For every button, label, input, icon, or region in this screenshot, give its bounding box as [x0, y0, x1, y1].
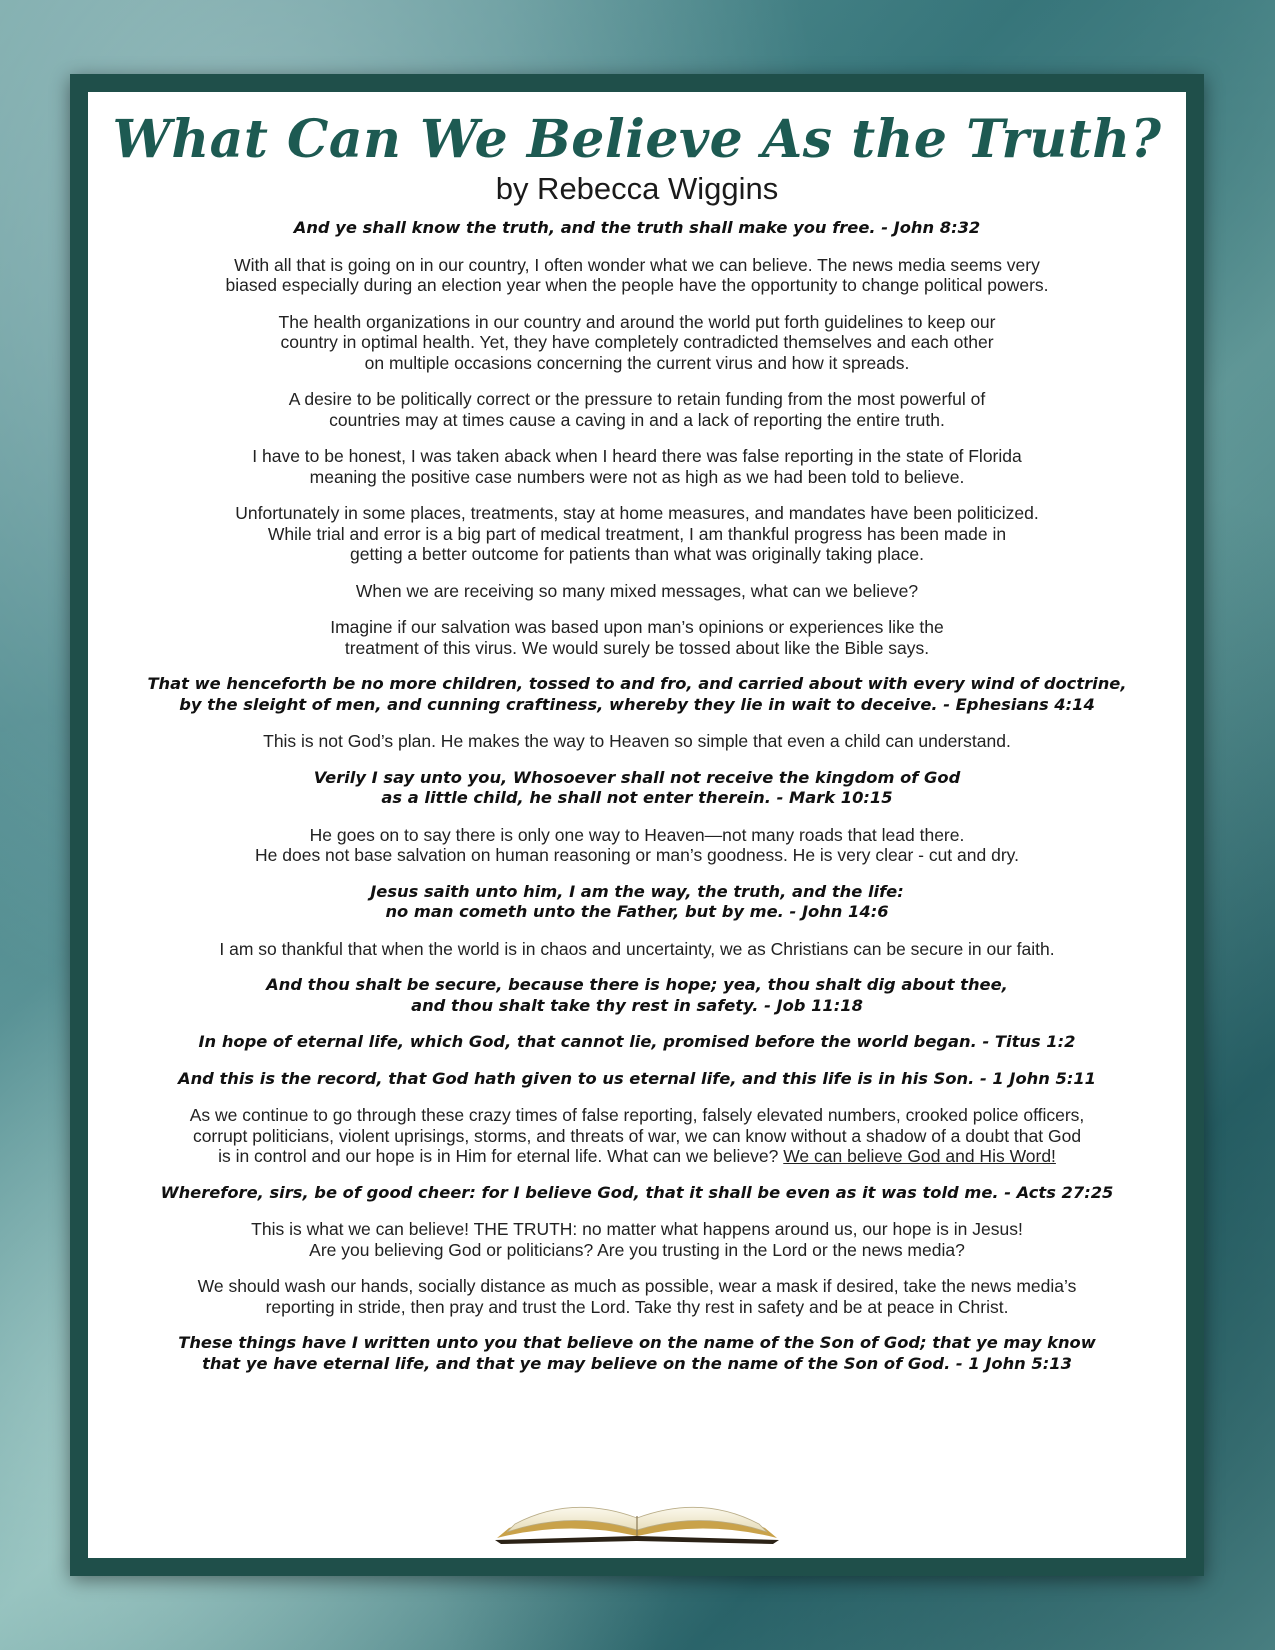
text-line: and thou shalt take thy rest in safety. - Job 11:18 [411, 995, 863, 1015]
text-line: And thou shalt be secure, because there is hope; yea, thou shalt dig about thee, [266, 975, 1008, 994]
body-paragraph [114, 939, 1160, 960]
text-line: Verily I say unto you, Whosoever shall not receive the kingdom of God [313, 767, 961, 787]
scripture-verse [114, 768, 1160, 809]
text-line: These things have I written unto you that believe on the name of the Son of God; that ye may know [178, 1333, 1096, 1352]
body-paragraph [114, 617, 1160, 658]
text-line: This is what we can believe! THE TRUTH: no matter what happens around us, our hope is in Jesus! [251, 1219, 1023, 1239]
text-line: And ye shall know the truth, and the truth shall make you free. - John 8:32 [293, 218, 981, 237]
scripture-verse [114, 882, 1160, 923]
scripture-verse [114, 1069, 1160, 1090]
scripture-verse [114, 1032, 1160, 1053]
text-line: Imagine if our salvation was based upon man’s opinions or experiences like the [330, 617, 944, 637]
text-line: As we continue to go through these crazy times of false reporting, falsely elevated numbers, crooked police officers, [189, 1105, 1085, 1125]
body-paragraph [114, 503, 1160, 565]
text-line: And this is the record, that God hath given to us eternal life, and this life is in his Son. - 1 John 5:11 [177, 1068, 1097, 1088]
author-byline: by Rebecca Wiggins [495, 171, 779, 206]
body-paragraph [114, 1219, 1160, 1260]
article-body [88, 218, 1186, 1374]
body-paragraph [114, 825, 1160, 866]
scripture-verse [114, 1333, 1160, 1374]
body-paragraph [114, 731, 1160, 752]
text-line: In hope of eternal life, which God, that cannot lie, promised before the world began. - Titus 1:2 [198, 1032, 1076, 1051]
article-page [88, 92, 1186, 1558]
text-line: biased especially during an election year when the people have the opportunity to change political powers. [225, 275, 1049, 295]
text-line: getting a better outcome for patients than what was originally taking place. [350, 544, 924, 564]
scripture-verse [114, 1183, 1160, 1204]
text-line: The health organizations in our country and around the world put forth guidelines to keep our [278, 311, 996, 332]
text-line: Jesus saith unto him, I am the way, the truth, and the life: [370, 881, 904, 901]
scripture-verse [114, 674, 1160, 715]
text-line: We should wash our hands, socially distance as much as possible, wear a mask if desired, take the news media’s [197, 1276, 1077, 1296]
text-line: corrupt politicians, violent uprisings, storms, and threats of war, we can know without a shadow of a doubt that God [192, 1125, 1082, 1146]
bible-illustration [88, 1466, 1186, 1546]
body-paragraph [114, 1276, 1160, 1317]
scripture-verse [114, 975, 1160, 1016]
body-paragraph [114, 312, 1160, 374]
scripture-verse [114, 218, 1160, 239]
body-paragraph [114, 255, 1160, 296]
text-line: With all that is going on in our country, I often wonder what we can believe. The news media seems very [234, 254, 1040, 275]
body-paragraph [114, 446, 1160, 487]
text-line: Are you believing God or politicians? Are you trusting in the Lord or the news media? [309, 1239, 965, 1260]
page-title: What Can We Believe As the Truth? [112, 109, 1162, 170]
text-line: that ye have eternal life, and that ye may believe on the name of the Son of God. - 1 John 5:13 [202, 1353, 1072, 1373]
body-paragraph [114, 581, 1160, 602]
text-line: While trial and error is a big part of medical treatment, I am thankful progress has been made in [267, 523, 1007, 544]
text-line: That we henceforth be no more children, tossed to and fro, and carried about with every wind of doctrine, [147, 674, 1127, 693]
text-line: treatment of this virus. We would surely be tossed about like the Bible says. [344, 637, 930, 658]
text-line: reporting in stride, then pray and trust the Lord. Take thy rest in safety and be at peace in Christ. [265, 1296, 1009, 1317]
text-line: is in control and our hope is in Him for eternal life. What can we believe? [218, 1146, 784, 1166]
text-line: meaning the positive case numbers were not as high as we had been told to believe. [309, 466, 965, 487]
text-line: He goes on to say there is only one way to Heaven—not many roads that lead there. [309, 824, 965, 845]
open-bible-icon [487, 1466, 787, 1546]
text-line: He does not base salvation on human reasoning or man’s goodness. He is very clear - cut and dry. [255, 845, 1019, 865]
text-line: This is not God’s plan. He makes the way to Heaven so simple that even a child can understand. [263, 731, 1011, 751]
text-line: I am so thankful that when the world is in chaos and uncertainty, we as Christians can be secure in our faith. [219, 938, 1055, 959]
text-line: Unfortunately in some places, treatments, stay at home measures, and mandates have been politicized. [235, 503, 1039, 523]
text-line: When we are receiving so many mixed messages, what can we believe? [355, 580, 919, 601]
text-line: no man cometh unto the Father, but by me. - John 14:6 [385, 902, 889, 921]
text-line: by the sleight of men, and cunning craftiness, whereby they lie in wait to deceive. - Ephesians 4:14 [179, 694, 1095, 714]
text-line: country in optimal health. Yet, they have completely contradicted themselves and each other [280, 332, 994, 352]
text-line: on multiple occasions concerning the current virus and how it spreads. [364, 352, 910, 373]
text-line: Wherefore, sirs, be of good cheer: for I believe God, that it shall be even as it was told me. - Acts 27:25 [160, 1182, 1114, 1202]
text-line: as a little child, he shall not enter therein. - Mark 10:15 [381, 788, 893, 807]
text-line: I have to be honest, I was taken aback when I heard there was false reporting in the state of Florida [252, 446, 1022, 466]
emphasis-link-text: We can believe God and His Word! [783, 1146, 1056, 1166]
text-line: countries may at times cause a caving in and a lack of reporting the entire truth. [329, 409, 945, 430]
body-paragraph [114, 1105, 1160, 1167]
text-line: A desire to be politically correct or the pressure to retain funding from the most powerful of [288, 389, 986, 409]
body-paragraph [114, 389, 1160, 430]
